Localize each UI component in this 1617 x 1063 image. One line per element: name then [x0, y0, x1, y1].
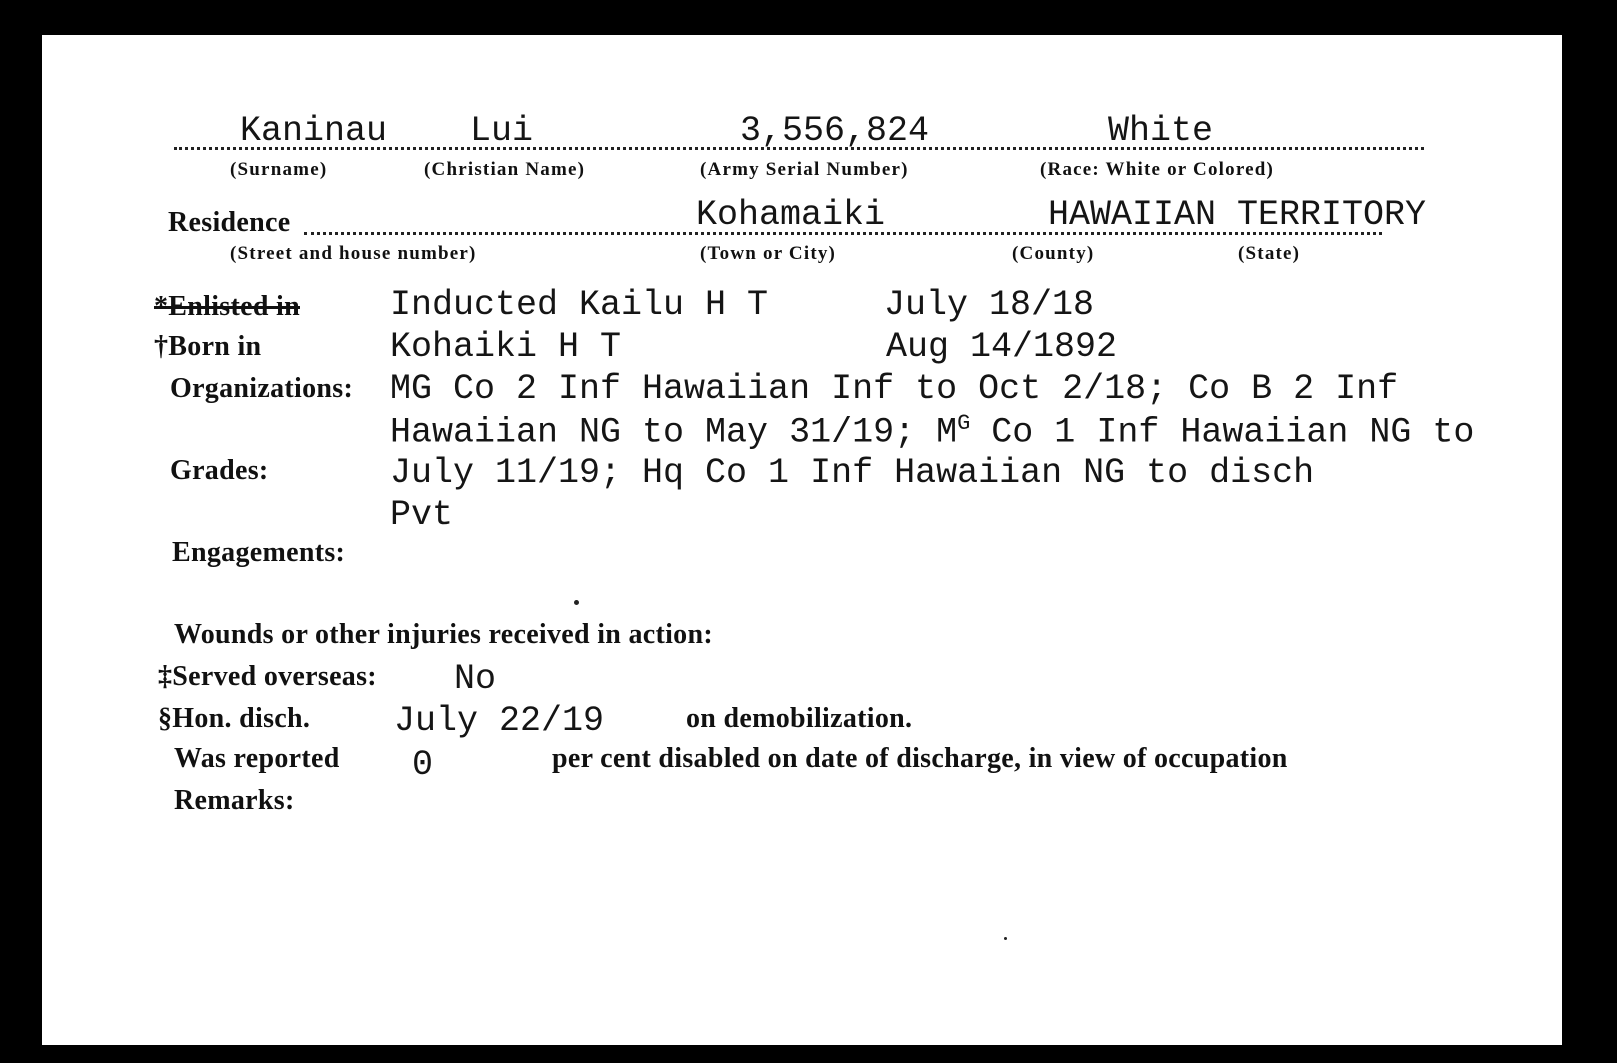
town-value: Kohamaiki	[696, 195, 886, 235]
street-caption: (Street and house number)	[230, 243, 477, 264]
grades-label: Grades:	[170, 455, 269, 486]
christian-name-value: Lui	[470, 111, 534, 151]
race-caption: (Race: White or Colored)	[1040, 159, 1275, 180]
serial-number-value: 3,556,824	[740, 111, 930, 151]
surname-caption: (Surname)	[230, 159, 328, 180]
born-label: †Born in	[154, 331, 262, 362]
engagements-label: Engagements:	[172, 537, 346, 568]
demobilization-text: on demobilization.	[686, 703, 913, 734]
born-date: Aug 14/1892	[886, 327, 1118, 367]
organizations-line-2: Hawaiian NG to May 31/19; $M^G$ Co 1 Inf Hawaiian NG to	[390, 411, 1475, 453]
wounds-label: Wounds or other injuries received in action:	[174, 619, 713, 650]
race-value: White	[1108, 111, 1214, 151]
state-caption: (State)	[1238, 243, 1301, 264]
town-caption: (Town or City)	[700, 243, 837, 264]
enlisted-date: July 18/18	[884, 285, 1095, 325]
serial-number-caption: (Army Serial Number)	[700, 159, 909, 180]
organizations-line-3: July 11/19; Hq Co 1 Inf Hawaiian NG to disch	[390, 453, 1315, 493]
disability-text: per cent disabled on date of discharge, in view of occupation	[552, 743, 1288, 774]
organizations-line-2-superscript: G	[957, 411, 971, 436]
surname-value: Kaninau	[240, 111, 388, 151]
organizations-label: Organizations:	[170, 373, 354, 404]
county-state-value: HAWAIIAN TERRITORY	[1048, 195, 1427, 235]
grades-value: Pvt	[390, 495, 454, 535]
ink-speck	[574, 600, 579, 605]
enlisted-label: *Enlisted in	[154, 291, 300, 322]
served-overseas-value: No	[454, 659, 497, 699]
hon-disch-label: §Hon. disch.	[158, 703, 311, 734]
residence-label: Residence	[168, 207, 291, 238]
was-reported-label: Was reported	[174, 743, 340, 774]
service-record-card	[42, 35, 1562, 1045]
christian-name-caption: (Christian Name)	[424, 159, 586, 180]
county-caption: (County)	[1012, 243, 1095, 264]
organizations-line-1: MG Co 2 Inf Hawaiian Inf to Oct 2/18; Co B 2 Inf	[390, 369, 1399, 409]
served-overseas-label: ‡Served overseas:	[158, 661, 377, 692]
remarks-label: Remarks:	[174, 785, 295, 816]
born-value: Kohaiki H T	[390, 327, 622, 367]
disability-percent-value: 0	[412, 745, 434, 785]
enlisted-value: Inducted Kailu H T	[390, 285, 769, 325]
hon-disch-value: July 22/19	[394, 701, 605, 741]
ink-speck	[1004, 937, 1007, 940]
